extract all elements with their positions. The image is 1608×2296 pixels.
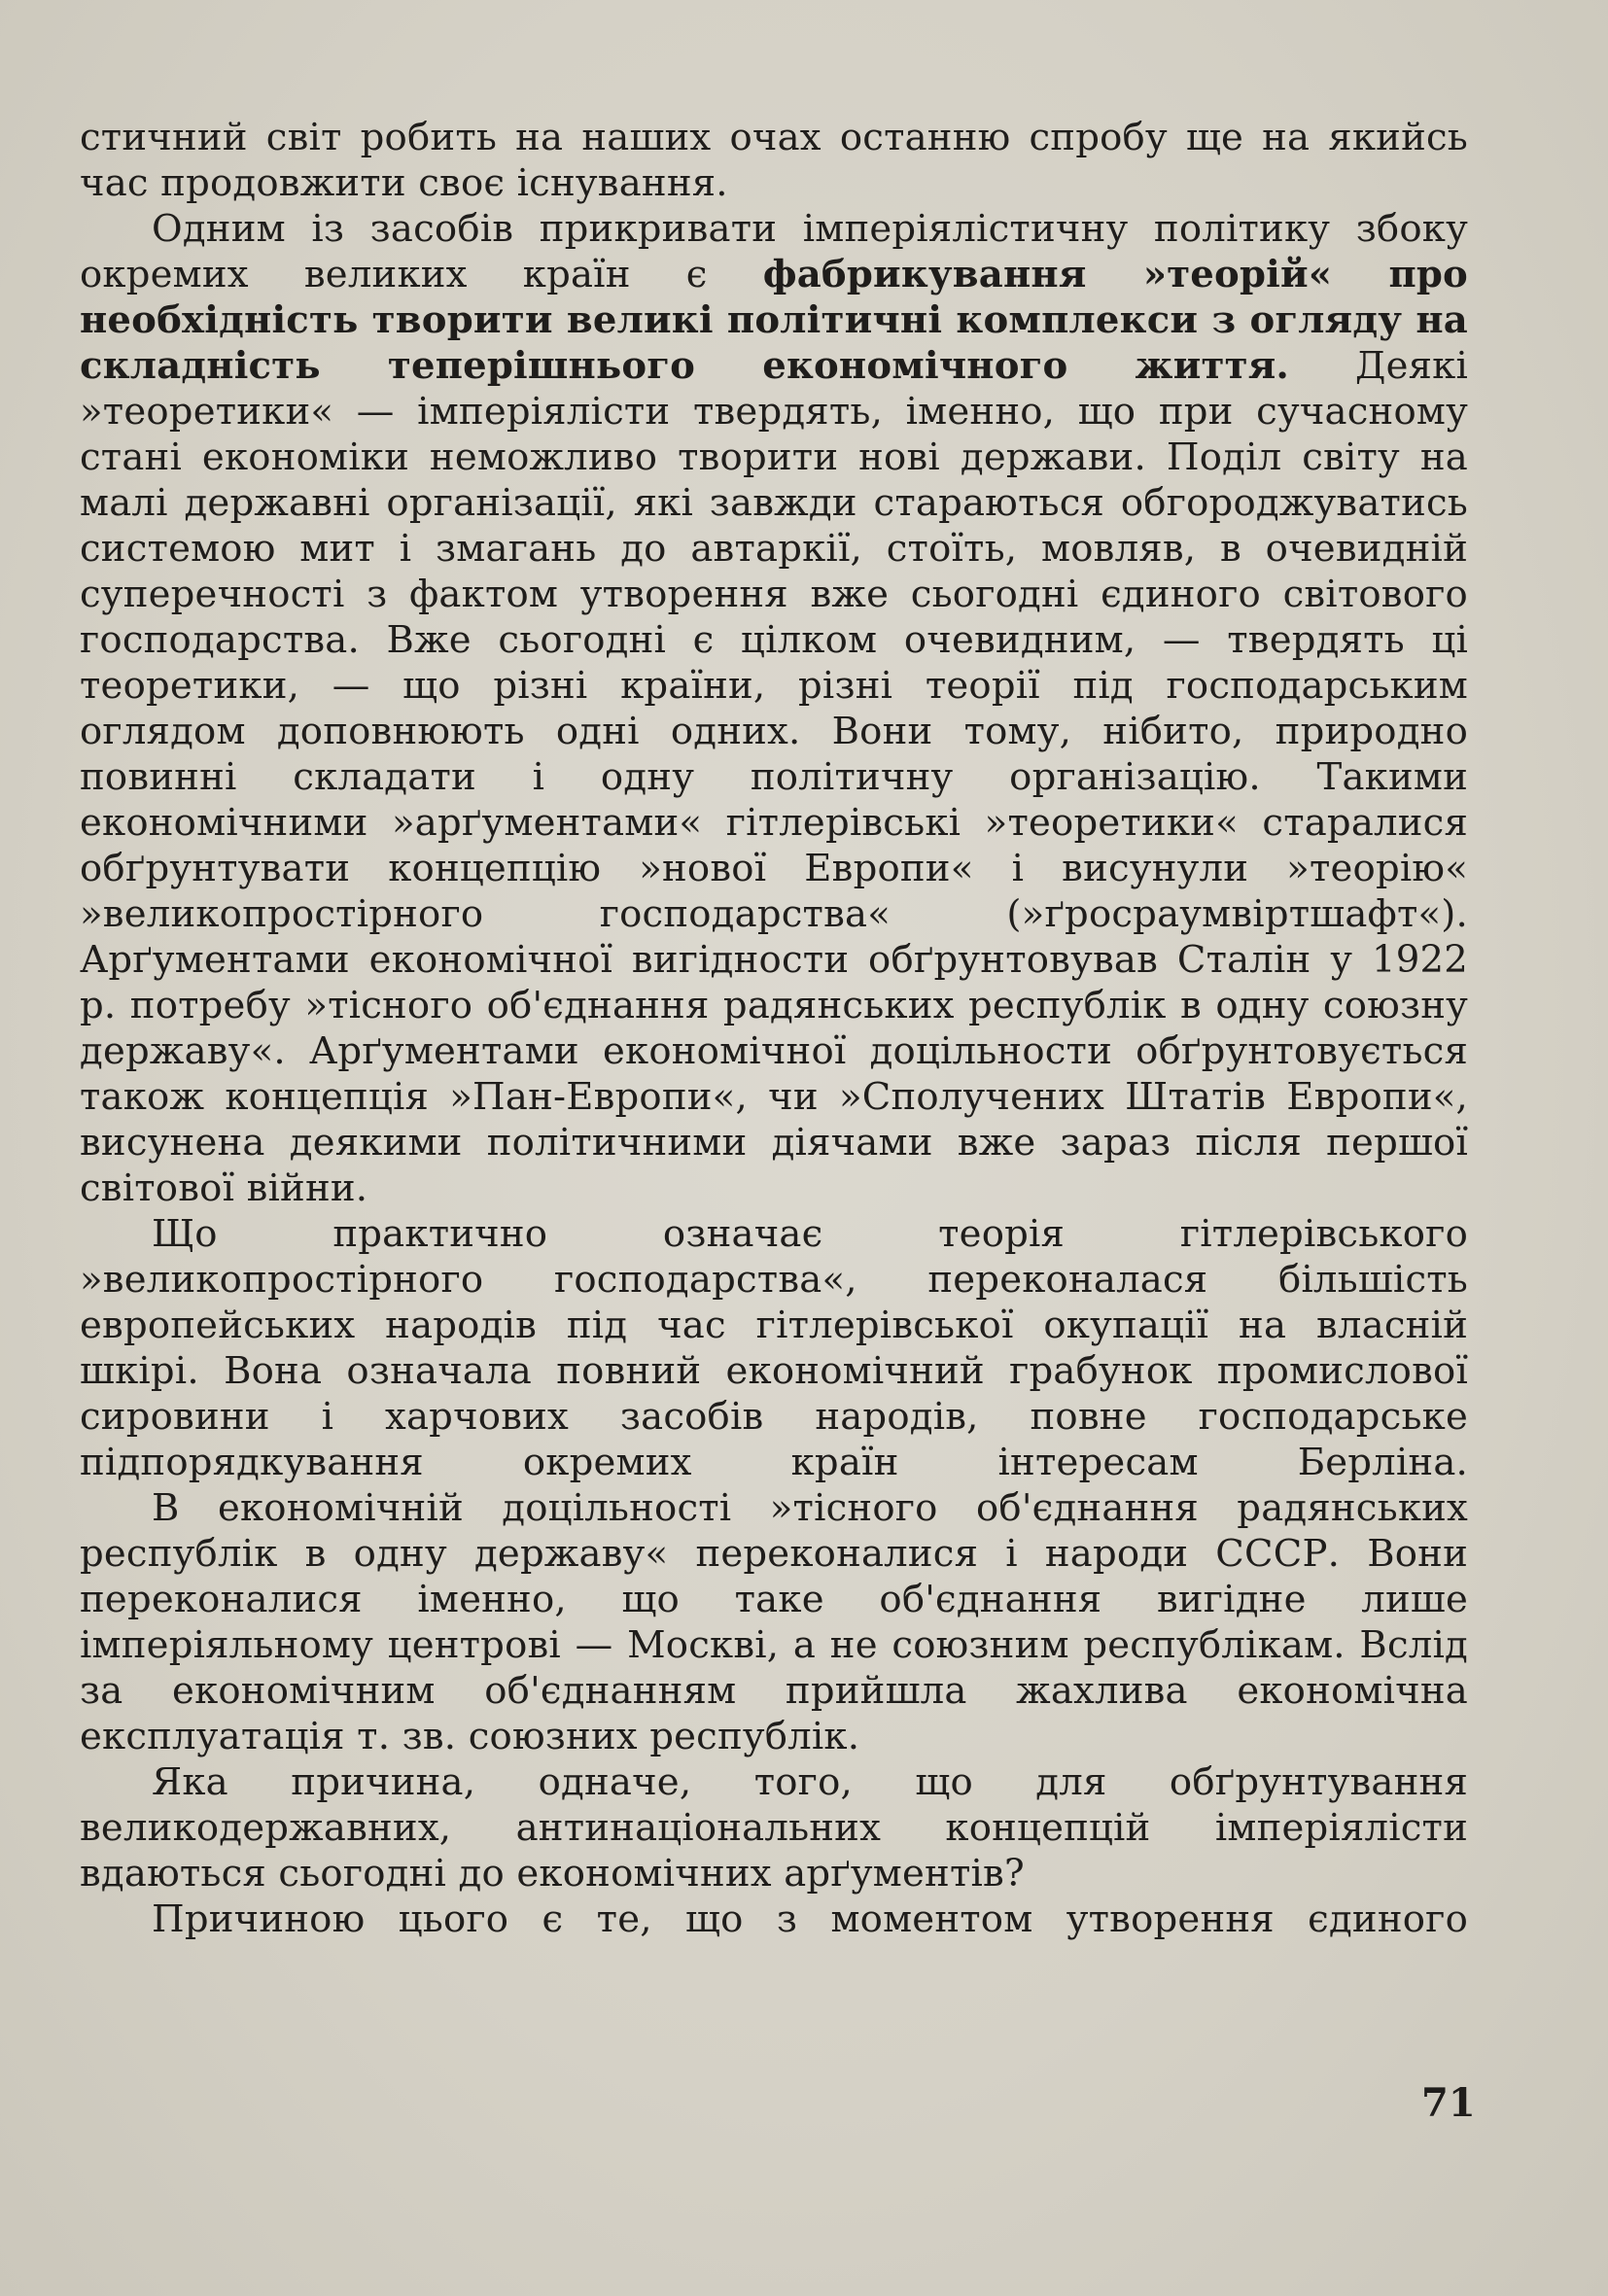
paragraph-lead: Одним із засобів прикривати імперіялістичну політику збоку окремих великих країн є: [80, 207, 1468, 296]
paragraph-tail: Деякі »теоретики« — імперіялісти твердять, іменно, що при сучасному стані економіки неможливо творити нові держави. Поділ світу на малі державні організації, які завжди стараються обгороджуватись системою мит і змагань до автаркії, стоїть, мовляв, в очевидній суперечності з фактом утворення вже сьогодні єдиного світового господарства. Вже сьогодні є цілком очевидним, — твердять ці теоретики, — що різні країни, різні теорії під господарським оглядом доповнюють одні одних. Вони тому, нібито, природно повинні складати і одну політичну організацію. Такими економічними »арґументами« гітлерівські »теоретики« старалися обґрунтувати концепцію »нової Европи« і висунули »теорію« »великопростірного господарства« (»ґросраумвіртшафт«). Арґументами економічної вигідности обґрунтовував Сталін у 1922 р. потребу »тісного об'єднання радянських республік в одну союзну державу«. Арґументами економічної доцільности обґрунтовується також концепція »Пан-Европи«, чи »Сполучених Штатів Европи«, висунена деякими політичними діячами вже зараз після першої світової війни.: [80, 344, 1468, 1210]
paragraph-text: Причиною цього є те, що з моментом утворення єдиного: [152, 1897, 1468, 1941]
paragraph-text: Яка причина, одначе, того, що для обґрунтування великодержавних, антинаціональних концепцій імперіялісти вдаються сьогодні до економічних арґументів?: [80, 1760, 1468, 1896]
paragraph-theories: [80, 206, 1468, 1211]
body-text: [80, 115, 1468, 1942]
paragraph-reason: [80, 1896, 1468, 1942]
paragraph-text: Що практично означає теорія гітлерівського »великопростірного господарства«, переконалася більшість европейських народів під час гітлерівської окупації на власній шкірі. Вона означала повний економічний грабунок промислової сировини і харчових засобів народів, повне господарське підпорядкування окремих країн інтересам Берліна.: [80, 1212, 1468, 1484]
paragraph-continuation: [80, 115, 1468, 206]
page-number: 71: [1421, 2080, 1476, 2126]
paragraph-question: [80, 1759, 1468, 1896]
paragraph-hitler-theory: [80, 1211, 1468, 1485]
paragraph-bold-thesis: фабрикування »теорій« про необхідність творити великі політичні комплекси з огляду на складність теперішнього економічного життя.: [80, 253, 1468, 388]
paragraph-text: В економічній доцільності »тісного об'єднання радянських республік в одну державу« переконалися і народи СССР. Вони переконалися іменно, що таке об'єднання вигідне лише імперіяльному центрові — Москві, а не союзним республікам. Вслід за економічним об'єднанням прийшла жахлива економічна експлуатація т. зв. союзних республік.: [80, 1486, 1468, 1758]
paragraph-text: стичний світ робить на наших очах останню спробу ще на якийсь час продовжити своє існування.: [80, 116, 1468, 205]
paragraph-ussr: [80, 1485, 1468, 1759]
